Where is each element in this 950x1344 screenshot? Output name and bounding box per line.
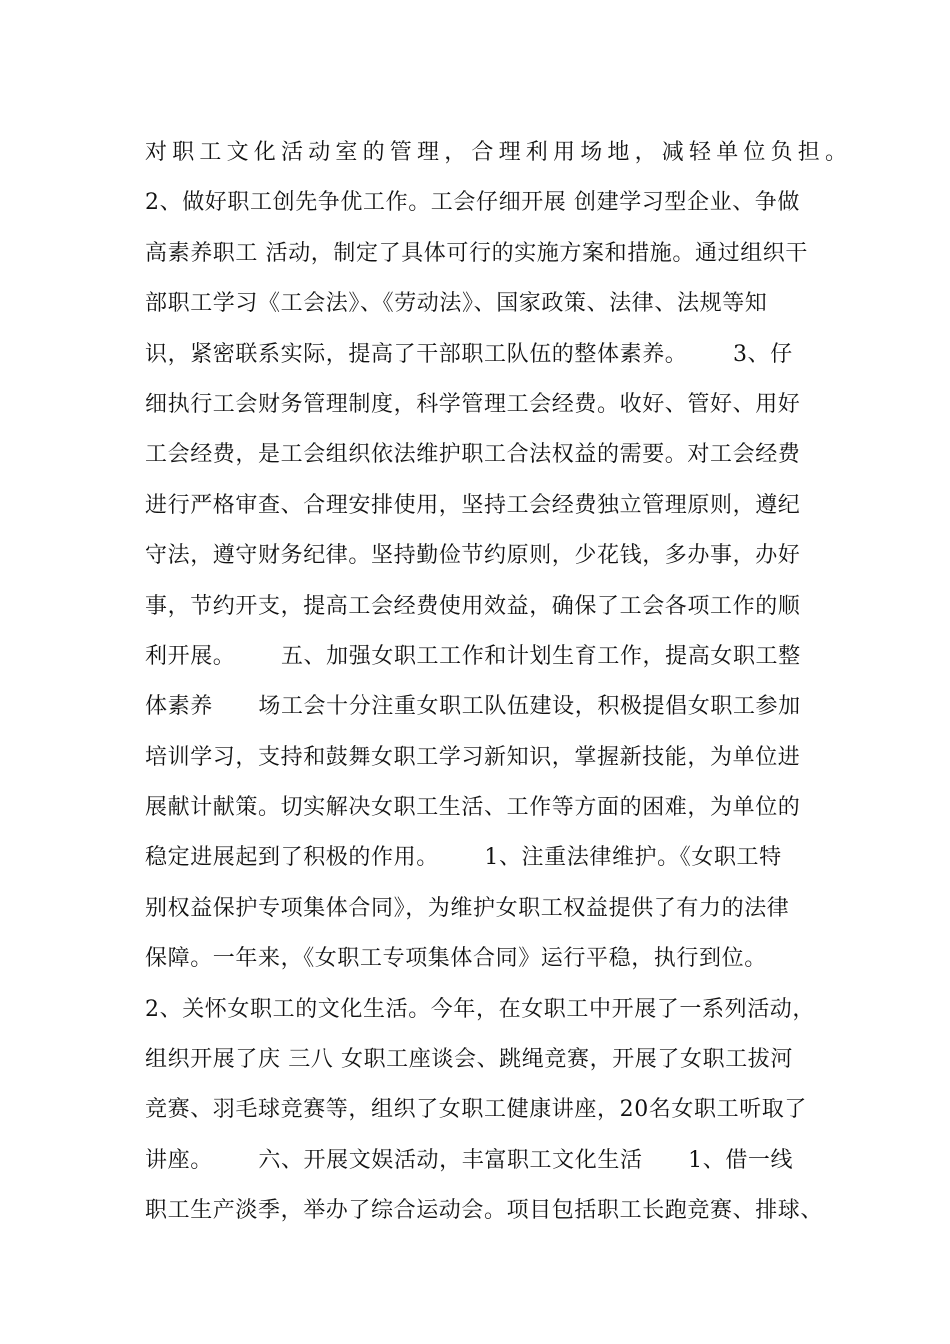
text-line: 进行严格审查、合理安排使用，坚持工会经费独立管理原则，遵纪 — [145, 492, 801, 518]
text-line: 职工生产淡季，举办了综合运动会。项目包括职工长跑竞赛、排球、 — [145, 1198, 824, 1224]
body-text — [145, 128, 853, 1237]
text-line: 高素养职工 活动，制定了具体可行的实施方案和措施。通过组织干 — [145, 240, 808, 266]
text-line: 对职工文化活动室的管理，合理利用场地，减轻单位负担。 — [145, 140, 853, 165]
text-line: 事，节约开支，提高工会经费使用效益，确保了工会各项工作的顺 — [145, 593, 801, 619]
text-line: 2、做好职工创先争优工作。工会仔细开展 创建学习型企业、争做 — [145, 190, 800, 216]
text-line: 利开展。 五、加强女职工工作和计划生育工作，提高女职工整 — [145, 643, 801, 669]
text-line: 培训学习，支持和鼓舞女职工学习新知识，掌握新技能，为单位进 — [145, 744, 801, 770]
text-line: 稳定进展起到了积极的作用。 1、注重法律维护。《女职工特 — [145, 845, 782, 871]
text-line: 2、关怀女职工的文化生活。今年，在女职工中开展了一系列活动， — [145, 996, 815, 1022]
text-line: 守法，遵守财务纪律。坚持勤俭节约原则，少花钱，多办事，办好 — [145, 543, 801, 569]
text-line: 组织开展了庆 三八 女职工座谈会、跳绳竞赛，开展了女职工拔河 — [145, 1047, 793, 1073]
text-line: 部职工学习《工会法》、《劳动法》、国家政策、法律、法规等知 — [145, 291, 768, 317]
text-line: 细执行工会财务管理制度，科学管理工会经费。收好、管好、用好 — [145, 391, 801, 417]
text-line: 展献计献策。切实解决女职工生活、工作等方面的困难，为单位的 — [145, 795, 801, 821]
text-line: 识，紧密联系实际，提高了干部职工队伍的整体素养。 3、仔 — [145, 341, 793, 367]
text-line: 竞赛、羽毛球竞赛等，组织了女职工健康讲座，20名女职工听取了 — [145, 1097, 807, 1123]
text-line: 保障。一年来，《女职工专项集体合同》运行平稳，执行到位。 — [145, 946, 767, 972]
text-line: 讲座。 六、开展文娱活动，丰富职工文化生活 1、借一线 — [145, 1147, 794, 1173]
text-line: 体素养 场工会十分注重女职工队伍建设，积极提倡女职工参加 — [145, 694, 801, 720]
text-line: 别权益保护专项集体合同》，为维护女职工权益提供了有力的法律 — [145, 895, 790, 921]
text-line: 工会经费，是工会组织依法维护职工合法权益的需要。对工会经费 — [145, 442, 801, 468]
